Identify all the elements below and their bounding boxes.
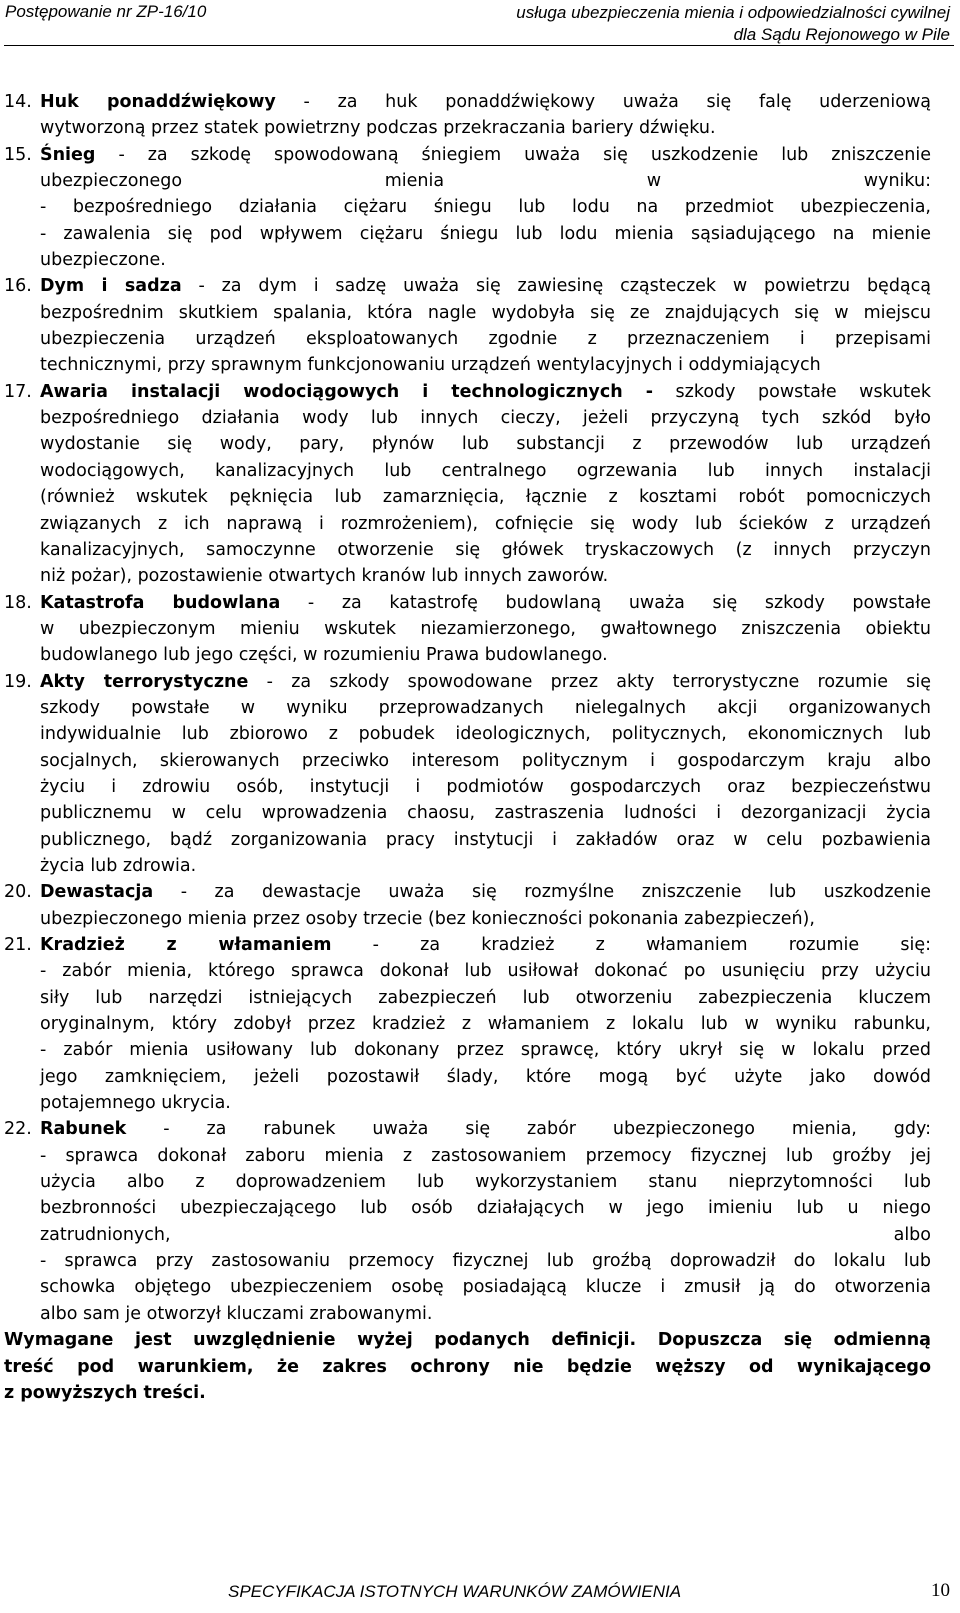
definition-line-text: schowka objętego ubezpieczeniem osobę posiadającą klucze i zmusił ją do otworzenia xyxy=(40,1277,931,1298)
definition-line-text: ubezpieczone. xyxy=(40,250,166,271)
definition-line-text: bezbronności ubezpieczającego lub osób działających w jego imieniu lub u niego xyxy=(40,1198,931,1219)
definition-line-text: jego zamknięciem, jeżeli pozostawił ślady, które mogą być użyte jako dowód xyxy=(40,1066,931,1087)
final-note-line: Wymagane jest uwzględnienie wyżej podanych definicji. Dopuszcza się odmienną xyxy=(4,1330,931,1351)
definition-text xyxy=(40,879,931,932)
definition-line-text: (również wskutek pęknięcia lub zamarznięcia, łącznie z kosztami robót pomocniczych xyxy=(40,487,931,508)
definition-text xyxy=(40,379,931,590)
definition-line-text: - za huk ponaddźwiękowy uważa się falę uderzeniową xyxy=(275,92,931,112)
header-case-number: Postępowanie nr ZP-16/10 xyxy=(5,2,207,21)
definition-line-text: - zawalenia się pod wpływem ciężaru śniegu lub lodu mienia sąsiadującego na mienie xyxy=(40,223,931,244)
text-line xyxy=(40,379,931,405)
page-number: 10 xyxy=(931,1580,950,1601)
definition-term: Awaria instalacji wodociągowych i technologicznych - xyxy=(40,381,653,402)
text-line xyxy=(40,537,931,563)
definition-line-text: niż pożar), pozostawienie otwartych kranów lub innych zaworów. xyxy=(40,566,609,587)
text-line xyxy=(40,1064,931,1090)
definition-text xyxy=(40,590,931,669)
text-line xyxy=(40,405,931,431)
text-line xyxy=(40,853,931,879)
text-line xyxy=(40,194,931,220)
definition-line-text: - sprawca dokonał zaboru mienia z zastosowaniem przemocy fizycznej lub groźby jej xyxy=(40,1145,931,1166)
definition-line-text: - za szkody spowodowane przez akty terrorystyczne rozumie się xyxy=(248,671,931,692)
text-line xyxy=(40,695,931,721)
definition-line-text: ubezpieczenia urządzeń eksploatowanych zgodnie z przeznaczeniem i przepisami xyxy=(40,329,931,350)
text-line xyxy=(40,721,931,747)
definition-line-text: zatrudnionych, albo xyxy=(40,1224,931,1245)
definition-term: Huk ponaddźwiękowy xyxy=(40,92,276,112)
definition-item xyxy=(4,379,931,590)
text-line xyxy=(40,1037,931,1063)
text-line xyxy=(40,1116,931,1142)
definition-text xyxy=(40,1116,931,1327)
text-line xyxy=(40,800,931,826)
text-line xyxy=(40,1274,931,1300)
text-line xyxy=(40,142,931,168)
definition-number: 21. xyxy=(4,935,32,955)
definition-line-text: ubezpieczonego mienia przez osoby trzecie (bez konieczności pokonania zabezpieczeń), xyxy=(40,908,815,929)
final-note-line: z powyższych treści. xyxy=(4,1382,206,1403)
text-line xyxy=(40,1222,931,1248)
definition-line-text: użycia albo z doprowadzeniem lub wykorzystaniem stanu nieprzytomności lub xyxy=(40,1172,931,1193)
text-line xyxy=(40,879,931,905)
definition-item xyxy=(4,669,931,880)
definition-line-text: - za rabunek uważa się zabór ubezpieczonego mienia, gdy: xyxy=(126,1119,931,1140)
definition-term: Rabunek xyxy=(40,1119,127,1140)
definition-line-text: publicznemu w celu wprowadzenia chaosu, zastraszenia ludności i dezorganizacji życia xyxy=(40,803,931,824)
text-line xyxy=(40,1248,931,1274)
text-line xyxy=(40,1301,931,1327)
text-line xyxy=(40,221,931,247)
text-line xyxy=(40,642,931,668)
definition-item xyxy=(4,142,931,274)
text-line xyxy=(40,906,931,932)
text-line xyxy=(40,115,931,141)
definition-line-text: szkody powstałe wskutek xyxy=(652,381,932,402)
definition-line-text: indywidualnie lub zbiorowo z pobudek ideologicznych, politycznych, ekonomicznych lub xyxy=(40,724,931,745)
definition-line-text: - zabór mienia usiłowany lub dokonany przez sprawcę, który ukrył się w lokalu przed xyxy=(40,1040,931,1061)
text-line xyxy=(40,563,931,589)
definition-line-text: oryginalnym, który zdobył przez kradzież z włamaniem z lokalu lub w wyniku rabunku, xyxy=(40,1014,931,1035)
definitions-list xyxy=(4,89,931,1406)
definition-line-text: albo sam je otworzył kluczami zrabowanymi. xyxy=(40,1303,433,1324)
text-line xyxy=(40,247,931,273)
definition-item xyxy=(4,273,931,378)
definition-term: Dewastacja xyxy=(40,882,154,903)
definition-item xyxy=(4,590,931,669)
page-footer xyxy=(0,1580,960,1613)
text-line xyxy=(40,669,931,695)
definition-line-text: - za dewastacje uważa się rozmyślne zniszczenie lub uszkodzenie xyxy=(153,882,931,903)
footer-document-title: SPECYFIKACJA ISTOTNYCH WARUNKÓW ZAMÓWIENIA xyxy=(228,1582,682,1601)
definition-line-text: - sprawca przy zastosowaniu przemocy fizycznej lub groźbą doprowadził do lokalu lub xyxy=(40,1251,931,1272)
definition-line-text: ubezpieczonego mienia w wyniku: xyxy=(40,171,931,192)
definition-number: 18. xyxy=(4,592,32,613)
text-line xyxy=(40,352,931,378)
definition-line-text: życia lub zdrowia. xyxy=(40,855,197,876)
definition-line-text: socjalnych, skierowanych przeciwko interesom politycznym i gospodarczym kraju albo xyxy=(40,750,931,771)
text-line xyxy=(40,748,931,774)
definition-line-text: życiu i zdrowiu osób, instytucji i podmiotów gospodarczych oraz bezpieczeństwu xyxy=(40,776,931,797)
definition-line-text: - za kradzież z włamaniem rozumie się: xyxy=(331,935,932,955)
text-line xyxy=(40,484,931,510)
text-line xyxy=(40,326,931,352)
definition-line-text: wodociągowych, kanalizacyjnych lub centralnego ogrzewania lub innych instalacji xyxy=(40,460,931,481)
definition-line-text: wytworzoną przez statek powietrzny podczas przekraczania bariery dźwięku. xyxy=(40,118,716,139)
final-note xyxy=(4,1327,931,1406)
text-line xyxy=(40,273,931,299)
definition-line-text: w ubezpieczonym mieniu wskutek niezamierzonego, gwałtownego zniszczenia obiektu xyxy=(40,618,931,639)
definition-line-text: - za szkodę spowodowaną śniegiem uważa się uszkodzenie lub zniszczenie xyxy=(95,144,931,165)
page-header xyxy=(0,0,960,62)
text-line xyxy=(40,1090,931,1116)
definition-text xyxy=(40,273,931,378)
definition-number: 14. xyxy=(4,92,32,112)
definition-item xyxy=(4,1116,931,1327)
definition-line-text: związanych z ich naprawą i rozmrożeniem), cofnięcie się wody lub ścieków z urządzeń xyxy=(40,513,931,534)
definition-term: Akty terrorystyczne xyxy=(40,671,249,692)
header-rule xyxy=(4,45,954,46)
header-subject-line2: dla Sądu Rejonowego w Pile xyxy=(733,25,950,44)
text-line xyxy=(40,616,931,642)
definition-line-text: kanalizacyjnych, samoczynne otworzenie się główek tryskaczowych (z innych przyczyn xyxy=(40,539,931,560)
definition-line-text: - zabór mienia, którego sprawca dokonał lub usiłował dokonać po usunięciu przy użyciu xyxy=(40,961,931,982)
definition-number: 17. xyxy=(4,381,32,402)
text-line xyxy=(40,1011,931,1037)
text-line xyxy=(40,300,931,326)
definition-line-text: potajemnego ukrycia. xyxy=(40,1093,231,1114)
definition-number: 22. xyxy=(4,1119,32,1140)
definition-text xyxy=(40,932,931,1116)
text-line xyxy=(40,1195,931,1221)
text-line xyxy=(40,958,931,984)
text-line xyxy=(40,1169,931,1195)
definition-item xyxy=(4,932,931,1116)
final-note-line: treść pod warunkiem, że zakres ochrony nie będzie węższy od wynikającego xyxy=(4,1356,931,1377)
definition-text xyxy=(40,669,931,880)
definition-term: Śnieg xyxy=(40,144,96,165)
definition-line-text: bezpośrednim skutkiem spalania, która nagle wydobyła się ze znajdujących się w miejscu xyxy=(40,302,931,323)
text-line xyxy=(40,1143,931,1169)
definition-number: 16. xyxy=(4,276,32,297)
definition-item xyxy=(4,879,931,932)
text-line xyxy=(40,827,931,853)
definition-line-text: siły lub narzędzi istniejących zabezpieczeń lub otworzeniu zabezpieczenia kluczem xyxy=(40,987,931,1008)
definition-term: Katastrofa budowlana xyxy=(40,592,281,613)
definition-line-text: publicznego, bądź zorganizowania pracy instytucji i zakładów oraz w celu pozbawienia xyxy=(40,829,931,850)
header-subject xyxy=(516,2,950,46)
text-line xyxy=(40,985,931,1011)
definition-term: Dym i sadza xyxy=(40,276,182,297)
definition-item xyxy=(4,89,931,142)
definition-line-text: szkody powstałe w wyniku przeprowadzanych nielegalnych akcji organizowanych xyxy=(40,697,931,718)
definition-term: Kradzież z włamaniem xyxy=(40,935,332,955)
definition-line-text: bezpośredniego działania wody lub innych cieczy, jeżeli przyczyną tych szkód było xyxy=(40,408,931,429)
definition-line-text: - za dym i sadzę uważa się zawiesinę cząsteczek w powietrzu będącą xyxy=(181,276,931,297)
text-line xyxy=(40,168,931,194)
text-line xyxy=(40,89,931,115)
definition-line-text: - za katastrofę budowlaną uważa się szkody powstałe xyxy=(280,592,931,613)
definition-text xyxy=(40,142,931,274)
header-subject-line1: usługa ubezpieczenia mienia i odpowiedzialności cywilnej xyxy=(516,3,950,22)
text-line xyxy=(40,590,931,616)
text-line xyxy=(40,458,931,484)
text-line xyxy=(40,511,931,537)
text-line xyxy=(40,431,931,457)
definition-number: 20. xyxy=(4,882,32,903)
definition-line-text: - bezpośredniego działania ciężaru śniegu lub lodu na przedmiot ubezpieczenia, xyxy=(40,197,931,218)
definition-line-text: technicznymi, przy sprawnym funkcjonowaniu urządzeń wentylacyjnych i oddymiających xyxy=(40,355,821,376)
definition-text xyxy=(40,89,931,142)
text-line xyxy=(40,774,931,800)
definition-line-text: wydostanie się wody, pary, płynów lub substancji z przewodów lub urządzeń xyxy=(40,434,931,455)
text-line xyxy=(40,932,931,958)
definition-number: 19. xyxy=(4,671,32,692)
definition-number: 15. xyxy=(4,144,32,165)
definition-line-text: budowlanego lub jego części, w rozumieniu Prawa budowlanego. xyxy=(40,645,608,666)
